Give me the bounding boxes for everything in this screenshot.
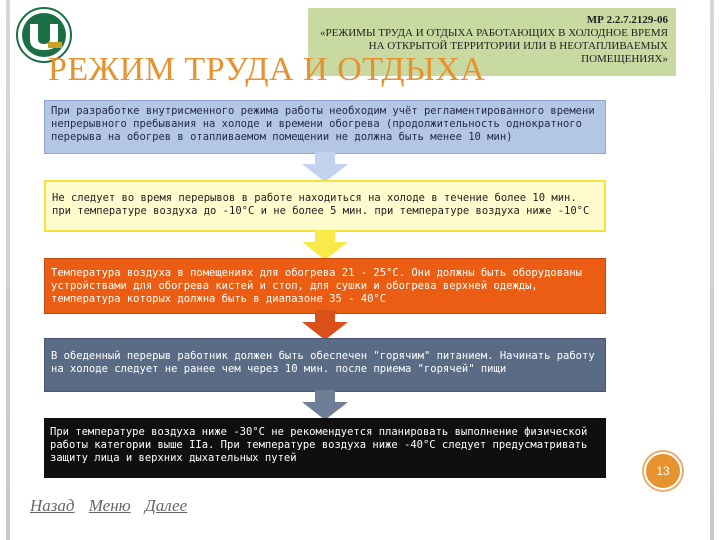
navigation-links <box>30 496 197 516</box>
back-link[interactable]: Назад <box>30 496 75 515</box>
arrow-down-icon <box>302 390 348 420</box>
next-link[interactable]: Далее <box>144 496 188 515</box>
left-frame-bar <box>6 0 10 540</box>
slide-title: РЕЖИМ ТРУДА И ОТДЫХА <box>48 51 486 88</box>
reference-text: «РЕЖИМЫ ТРУДА И ОТДЫХА РАБОТАЮЩИХ В ХОЛОДНОЕ ВРЕМЯ НА ОТКРЫТОЙ ТЕРРИТОРИИ ИЛИ В НЕОТАПЛИВАЕМЫХ ПОМЕЩЕНИЯХ» <box>320 27 668 65</box>
arrow-down-icon <box>302 310 348 340</box>
step-box-4: В обеденный перерыв работник должен быть обеспечен "горячим" питанием. Начинать работу на холоде следует не ранее чем через 10 мин. после приема "горячей" пищи <box>44 338 606 392</box>
arrow-down-icon <box>302 152 348 182</box>
page-number-badge: 13 <box>644 452 682 490</box>
step-box-3: Температура воздуха в помещениях для обогрева 21 - 25°С. Они должны быть оборудованы устройствами для обогрева кистей и стоп, для сушки и обогрева верхней одежды, температура которых должна быть в диапазоне 35 - 40°С <box>44 258 606 314</box>
reference-code: МР 2.2.7.2129-06 <box>586 14 668 26</box>
menu-link[interactable]: Меню <box>88 496 131 515</box>
step-box-2: Не следует во время перерывов в работе находиться на холоде в течение более 10 мин. при температуре воздуха до -10°С и не более 5 мин. при температуре воздуха ниже -10°С <box>44 180 606 232</box>
right-frame-bar <box>710 0 714 540</box>
step-box-1: При разработке внутрисменного режима работы необходим учёт регламентированного времени непрерывного пребывания на холоде и времени обогрева (продолжительность однократного перерыва на обогрев в отапливаемом помещении не должна быть менее 10 мин) <box>44 100 606 154</box>
step-box-5: При температуре воздуха ниже -30°С не рекомендуется планировать выполнение физической работы категории выше IIa. При температуре воздуха ниже -40°С следует предусматривать защиту лица и верхних дыхательных путей <box>44 418 606 478</box>
arrow-down-icon <box>302 230 348 260</box>
